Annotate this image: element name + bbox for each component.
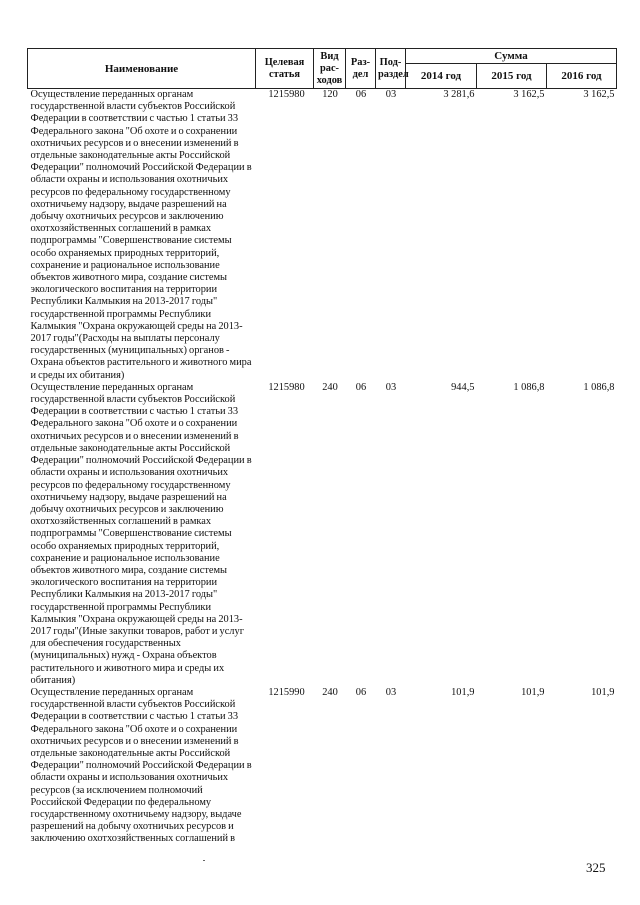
row-amount-2016: 3 162,5: [583, 89, 615, 100]
row-subsection: 03: [385, 381, 397, 393]
header-year-2015: 2015 год: [477, 64, 547, 89]
row-amount-2016: 101,9: [591, 686, 615, 698]
row-section: 06: [355, 381, 367, 393]
row-amount-2015: 101,9: [521, 686, 545, 698]
row-expense-type: 120: [322, 89, 338, 100]
row-name: Осуществление переданных органам государственной власти субъектов Российской Федерации в соответствии с частью 1 статьи 33 Федерального закона "Об охоте и о сохранении охотничьих ресурсов и о внесении изменений в отдельные законодательные акты Российской Федерации" полномочий Российской Федерации в области охраны и использования охотничьих ресурсов по федеральному государственному охотничьему надзору, выдаче разрешений на добычу охотничьих ресурсов и заключению охотхозяйственных соглашений в рамках подпрограммы "Совершенствование системы особо охраняемых природных территорий, сохранение и рациональное использование объектов животного мира, создание системы экологического воспитания на территории Республики Калмыкия на 2013-2017 годы" государственной программы Республики Калмыкия "Охрана окружающей среды на 2013-2017 годы"(Расходы на выплаты персоналу государственных (муниципальных) органов - Охрана объектов растительного и животного мира и среды их обитания): [30, 89, 252, 381]
budget-table: [27, 48, 617, 846]
budget-sheet: [27, 48, 616, 846]
scan-artifact: [203, 860, 205, 861]
row-expense-type: 240: [322, 686, 338, 698]
header-target-article: Целевая статья: [256, 49, 314, 89]
row-amount-2016: 1 086,8: [583, 381, 615, 393]
row-target-article: 1215990: [268, 686, 305, 698]
header-section: Раз-дел: [346, 49, 376, 89]
table-row: [28, 382, 617, 687]
row-amount-2015: 1 086,8: [513, 381, 545, 393]
row-amount-2014: 3 281,6: [443, 89, 475, 100]
row-subsection: 03: [385, 89, 397, 100]
header-name: Наименование: [28, 49, 256, 89]
row-amount-2015: 3 162,5: [513, 89, 545, 100]
header-subsection: Под-раздел: [376, 49, 406, 89]
row-name: Осуществление переданных органам государственной власти субъектов Российской Федерации в соответствии с частью 1 статьи 33 Федерального закона "Об охоте и о сохранении охотничьих ресурсов и о внесении изменений в отдельные законодательные акты Российской Федерации" полномочий Российской Федерации в области охраны и использования охотничьих ресурсов по федеральному государственному охотничьему надзору, выдаче разрешений на добычу охотничьих ресурсов и заключению охотхозяйственных соглашений в рамках подпрограммы "Совершенствование системы особо охраняемых природных территорий, сохранение и рациональное использование объектов животного мира, создание системы экологического воспитания на территории Республики Калмыкия на 2013-2017 годы" государственной программы Республики Калмыкия "Охрана окружающей среды на 2013-2017 годы"(Иные закупки товаров, работ и услуг для обеспечения государственных (муниципальных) нужд - Охрана объектов растительного и животного мира и среды их обитания): [30, 381, 252, 686]
row-section: 06: [355, 89, 367, 100]
header-year-2016: 2016 год: [547, 64, 617, 89]
row-amount-2014: 101,9: [451, 686, 475, 698]
header-year-2014: 2014 год: [406, 64, 477, 89]
header-sum: Сумма: [406, 49, 617, 64]
page-number: 325: [586, 860, 606, 875]
header-expense-type: Вид рас-ходов: [314, 49, 346, 89]
row-subsection: 03: [385, 686, 397, 698]
table-row: [28, 89, 617, 382]
row-target-article: 1215980: [268, 89, 305, 100]
row-name: Осуществление переданных органам государственной власти субъектов Российской Федерации в соответствии с частью 1 статьи 33 Федерального закона "Об охоте и о сохранении охотничьих ресурсов и о внесении изменений в отдельные законодательные акты Российской Федерации" полномочий Российской Федерации в области охраны и использования охотничьих ресурсов (за исключением полномочий Российской Федерации по федеральному государственному охотничьему надзору, выдаче разрешений на добычу охотничьих ресурсов и заключению охотхозяйственных соглашений в: [30, 686, 252, 845]
table-row: [28, 687, 617, 846]
row-amount-2014: 944,5: [451, 381, 475, 393]
row-expense-type: 240: [322, 381, 338, 393]
table-body: [28, 89, 617, 846]
row-section: 06: [355, 686, 367, 698]
table-header: [28, 49, 617, 89]
row-target-article: 1215980: [268, 381, 305, 393]
